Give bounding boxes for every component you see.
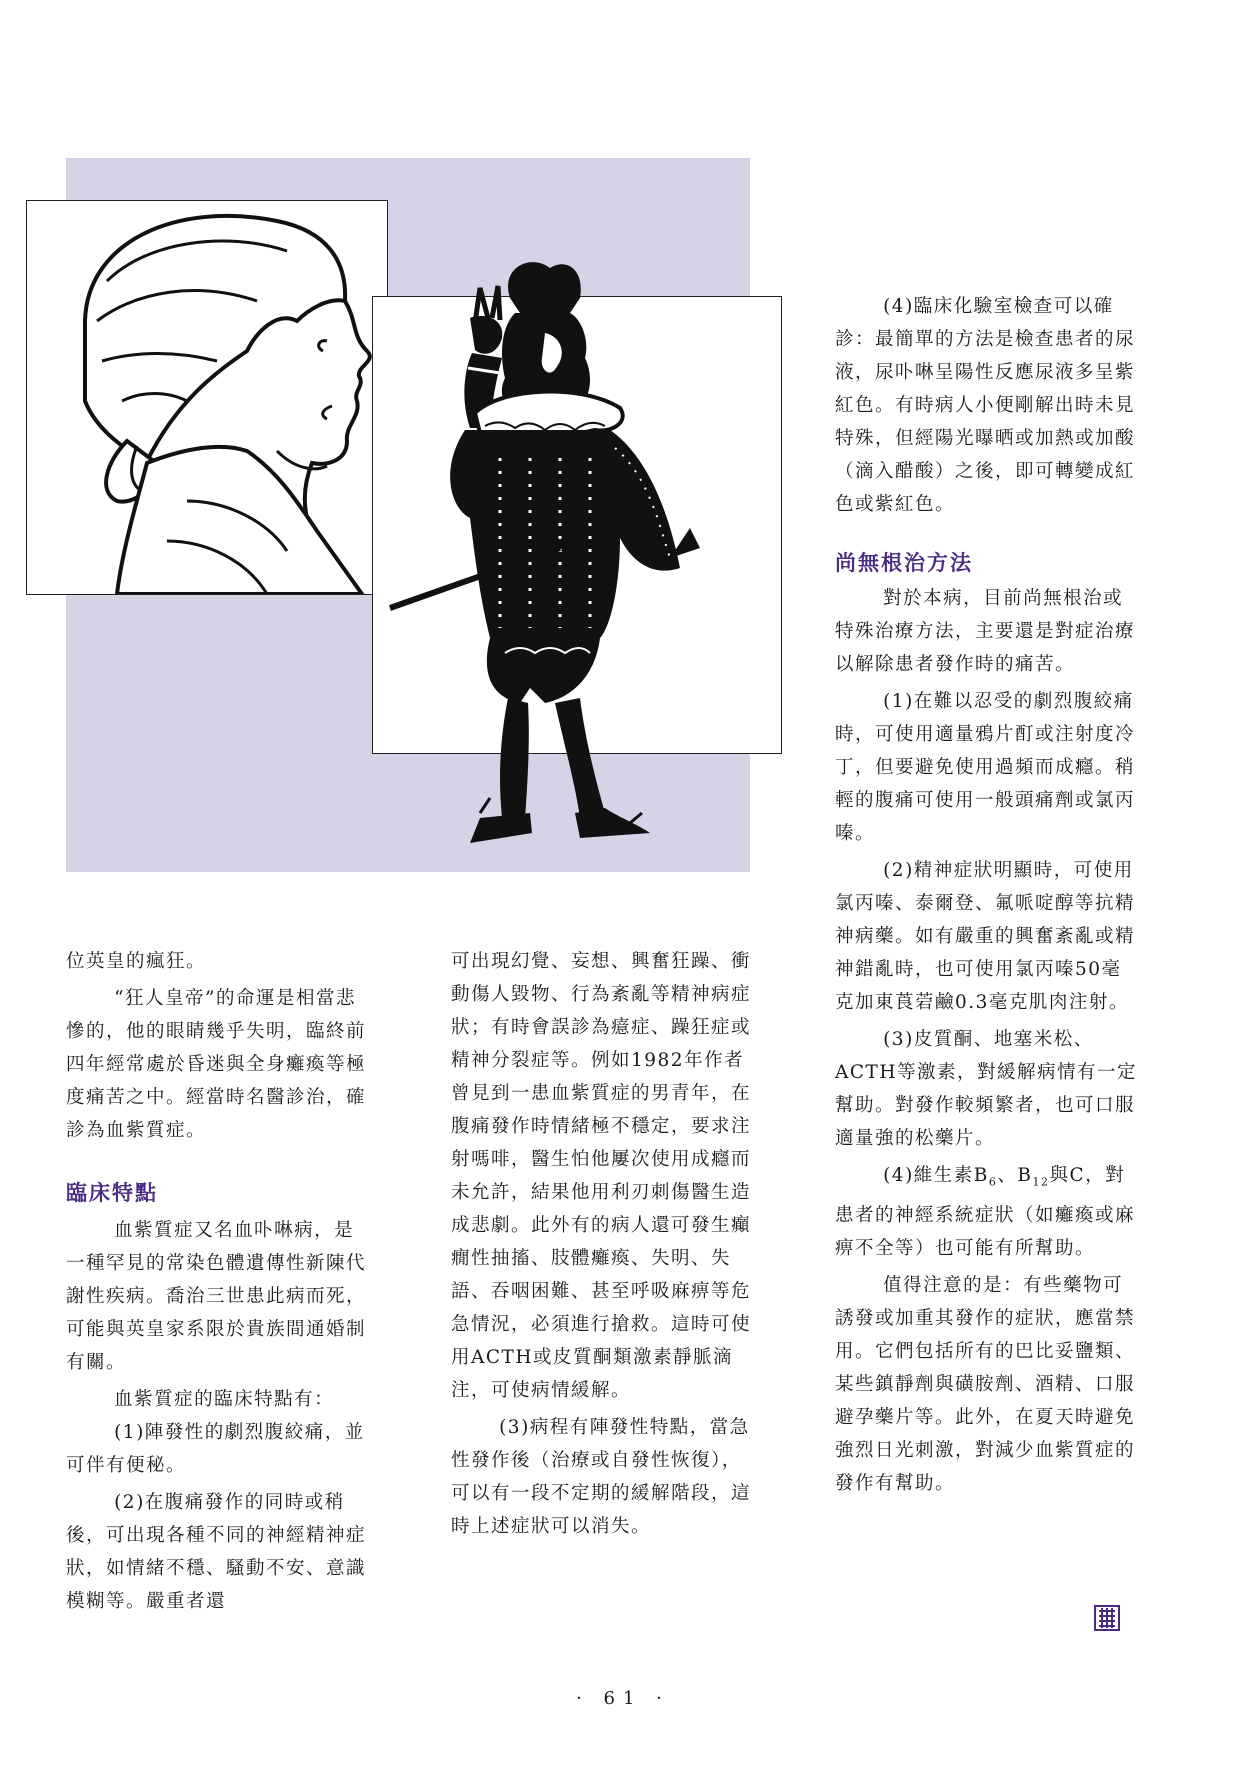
text-run: (4)維生素B: [883, 1165, 989, 1186]
section-heading: 臨床特點: [66, 1181, 158, 1205]
jester-figure-illustration: [380, 258, 790, 870]
paragraph: 血紫質症的臨床特點有：: [114, 1389, 335, 1410]
text-column-1: [66, 945, 371, 1618]
king-portrait-illustration: [27, 201, 387, 594]
page-number: · 61 ·: [576, 1688, 670, 1709]
paragraph: (2)精神症狀明顯時，可使用氯丙嗪、泰爾登、氟哌啶醇等抗精神病藥。如有嚴重的興奮紊亂或精神錯亂時，也可使用氯丙嗪50毫克加東莨菪鹼0.3毫克肌肉注射。: [835, 860, 1136, 1013]
paragraph: (2)在腹痛發作的同時或稍後，可出現各種不同的神經精神症狀，如情緒不穩、騷動不安、意識模糊等。嚴重者還: [66, 1492, 367, 1612]
text-run: 、B: [997, 1165, 1033, 1186]
subscript: 12: [1032, 1175, 1050, 1189]
text-column-2: [451, 945, 755, 1543]
paragraph: 對於本病，目前尚無根治或特殊治療方法，主要還是對症治療以解除患者發作時的痛苦。: [835, 588, 1136, 675]
text-run: 與C，對患者的神經系統症狀（如癱瘓或麻痹不全等）也可能有所幫助。: [835, 1165, 1136, 1259]
subscript: 6: [988, 1175, 998, 1189]
paragraph: 可出現幻覺、妄想、興奮狂躁、衝動傷人毀物、行為紊亂等精神病症狀；有時會誤診為癔症、躁狂症或精神分裂症等。例如1982年作者曾見到一患血紫質症的男青年，在腹痛發作時情緒極不穩定，要求注射嗎啡，醫生怕他屢次使用成癮而未允許，結果他用利刃刺傷醫生造成悲劇。此外有的病人還可發生癲癇性抽搐、肢體癱瘓、失明、失語、吞咽困難、甚至呼吸麻痹等危急情況，必須進行搶救。這時可使用ACTH或皮質酮類激素靜脈滴注，可使病情緩解。: [451, 951, 752, 1401]
paragraph: (3)皮質酮、地塞米松、ACTH等激素，對緩解病情有一定幫助。對發作較頻繁者，也可口服適量強的松藥片。: [835, 1029, 1137, 1149]
paragraph: (1)陣發性的劇烈腹絞痛，並可伴有便秘。: [66, 1422, 365, 1476]
paragraph: (3)病程有陣發性特點，當急性發作後（治療或自發性恢復），可以有一段不定期的緩解階段，這時上述症狀可以消失。: [451, 1417, 752, 1537]
text-column-3: [835, 290, 1137, 1500]
paragraph: “狂人皇帝”的命運是相當悲慘的，他的眼睛幾乎失明，臨終前四年經常處於昏迷與全身癱瘓等極度痛苦之中。經當時名醫診治，確診為血紫質症。: [66, 988, 367, 1141]
section-heading: 尚無根治方法: [835, 551, 973, 575]
paragraph: 位英皇的瘋狂。: [66, 951, 207, 972]
paragraph: (1)在難以忍受的劇烈腹絞痛時，可使用適量鴉片酊或注射度冷丁，但要避免使用過頻而成癮。稍輕的腹痛可使用一般頭痛劑或氯丙嗪。: [835, 691, 1136, 844]
paragraph-vitamins: [835, 1159, 1137, 1265]
paragraph: (4)臨床化驗室檢查可以確診：最簡單的方法是檢查患者的尿液，尿卟啉呈陽性反應尿液多呈紫紅色。有時病人小便剛解出時未見特殊，但經陽光曝晒或加熱或加酸（滴入醋酸）之後，即可轉變成紅色或紫紅色。: [835, 296, 1136, 515]
portrait-illustration-panel: [26, 200, 388, 595]
paragraph: 值得注意的是：有些藥物可誘發或加重其發作的症狀，應當禁用。它們包括所有的巴比妥鹽類、某些鎮靜劑與磺胺劑、酒精、口服避孕藥片等。此外，在夏天時避免強烈日光刺激，對減少血紫質症的發作有幫助。: [835, 1274, 1136, 1494]
paragraph: 血紫質症又名血卟啉病，是一種罕見的常染色體遺傳性新陳代謝性疾病。喬治三世患此病而死，可能與英皇家系限於貴族間通婚制有關。: [66, 1220, 367, 1373]
end-of-article-mark-icon: [1094, 1605, 1120, 1631]
